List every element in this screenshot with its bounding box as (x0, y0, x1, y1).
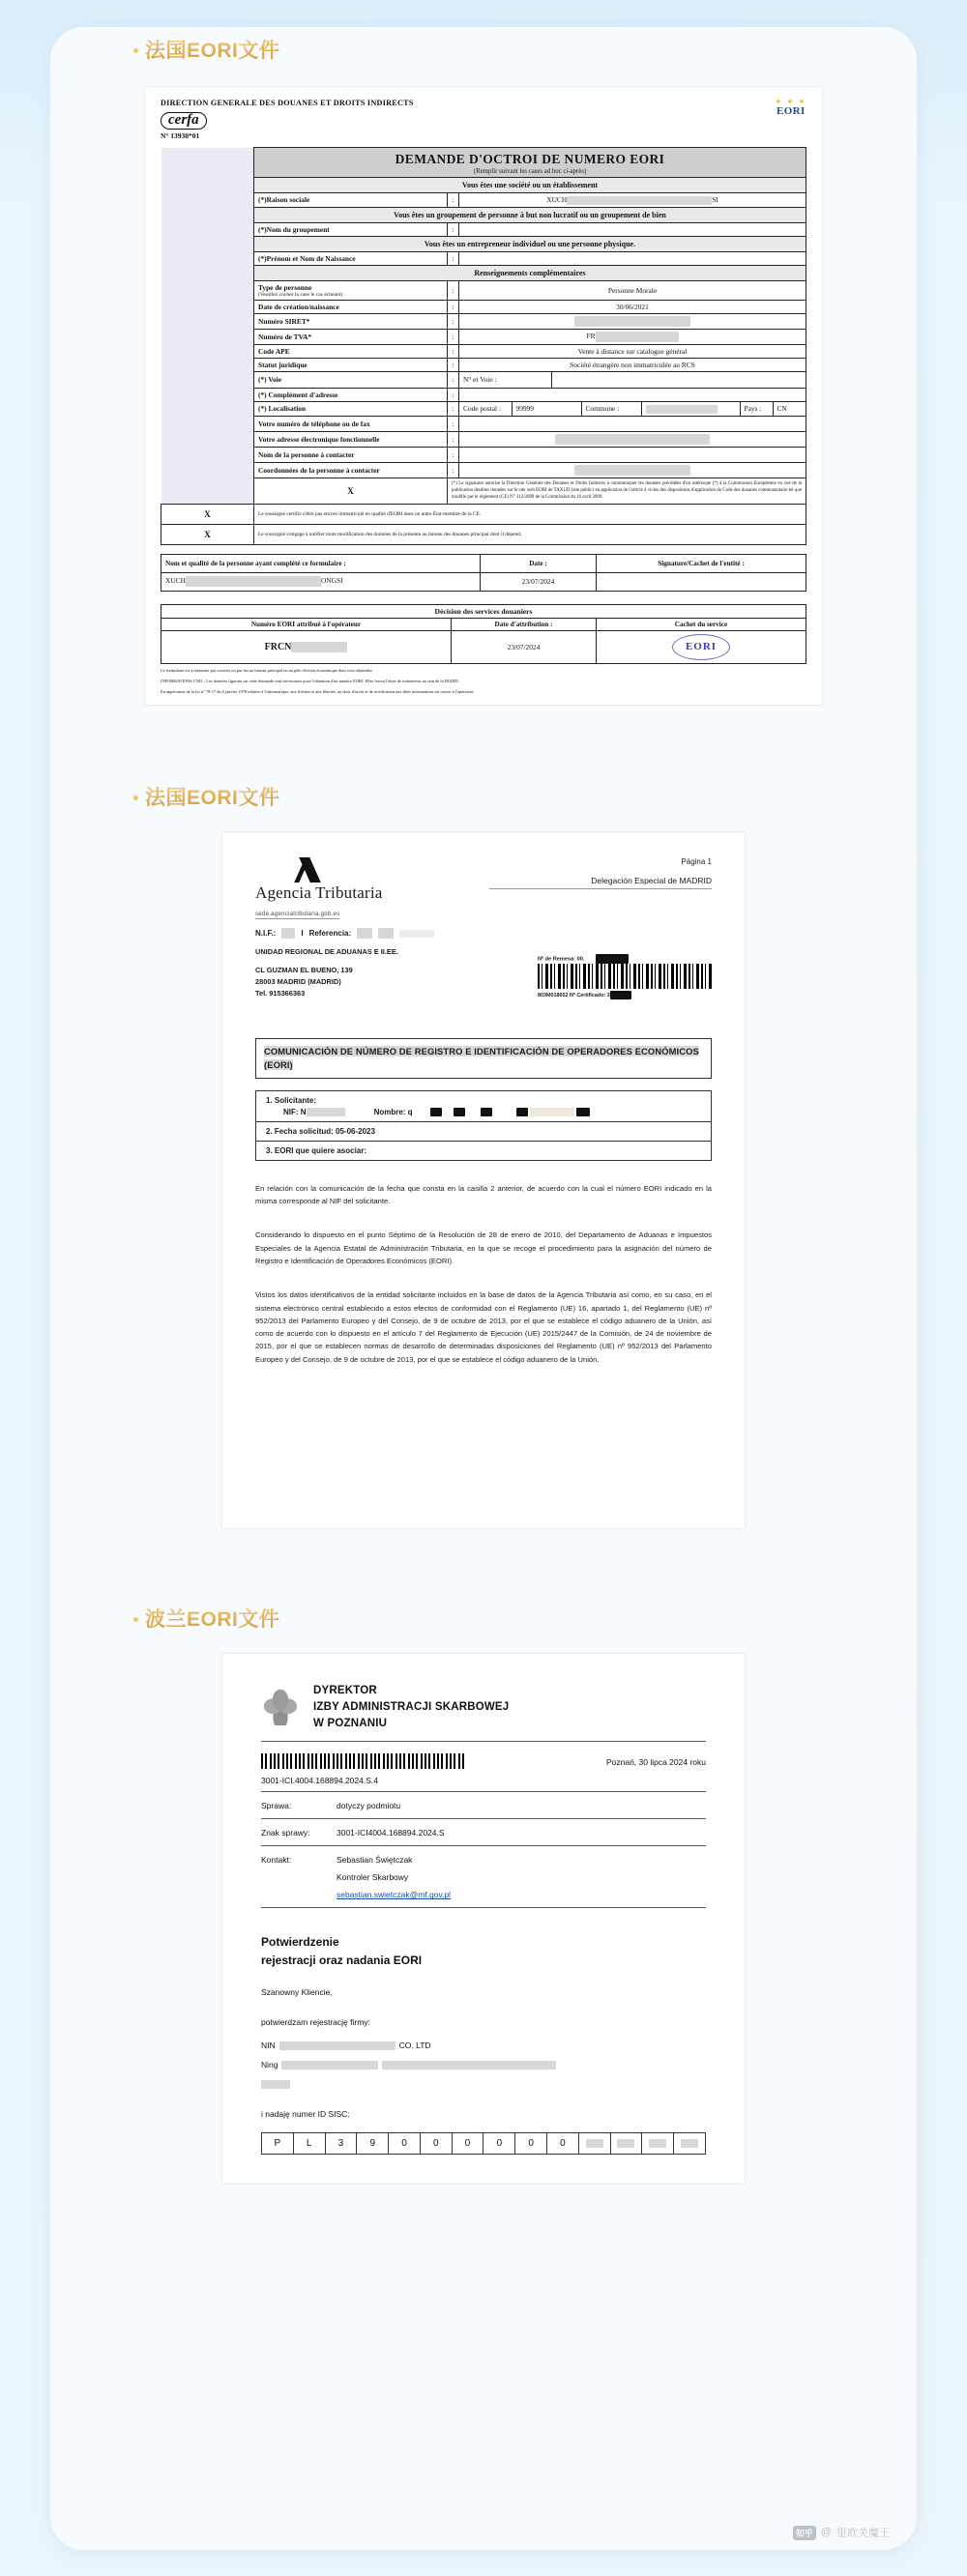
unit-name: UNIDAD REGIONAL DE ADUANAS E II.EE. (255, 947, 398, 957)
paragraph-2: Considerando lo dispuesto en el punto Séptimo de la Resolución de 28 de enero de 2010, del Departamento de Aduanas e Impuestos Especiales de la Agencia Estatal de Administración Tributaria, en la que se recoge el procedimiento para la asignación del número de Registro e Identificación de Operadores Económicos (EORI). (255, 1230, 712, 1266)
confirm-line: potwierdzam rejestrację firmy: (261, 2017, 370, 2028)
legal-text-1: (*) Le signataire autorise la Direction Générale des Douanes et Droits Indirects à communiquer les données précédées d'un astérisque (*) à la Commission Européenne en vue de la publication desdites données sur le site web EORI de TAXUD (site public) en application de l'article 4 vicies des dispositions d'application du Code des douanes communautaire tel que modifié par le règlement (CE) N° 312/2009 de la Commission du 16 avril 2009. (448, 478, 806, 504)
section-heading-france (133, 27, 917, 64)
row-colon: : (448, 313, 459, 329)
eori-stars-icon: ★ ★ ★ (775, 98, 806, 105)
row-value-type-personne: Personne Morale (459, 280, 806, 300)
sprawa-label: Sprawa: (261, 1801, 292, 1811)
email-value (459, 431, 806, 447)
address-line-3: Tel. 915366363 (255, 989, 306, 999)
authority-line-3: W POZNANIU (313, 1717, 388, 1729)
row-value-nom-groupement (459, 222, 806, 236)
row-label: (*)Nom du groupement (254, 222, 448, 236)
table-row (161, 313, 806, 329)
fecha-solicitud-row: 2. Fecha solicitud: 05-06-2023 (256, 1122, 711, 1142)
row-value-siret (459, 313, 806, 329)
sig-name-value: XUCH ONGSI (161, 572, 481, 591)
eori-logo-text: EORI (776, 105, 806, 117)
cerfa-logo: cerfa (161, 112, 207, 130)
document-heading (261, 1933, 706, 1969)
commune-value (641, 402, 740, 416)
table-row (161, 344, 806, 358)
nif-separator: l (301, 929, 304, 939)
doc-es-header-right (489, 857, 712, 920)
cp-label: Code postal : (459, 402, 512, 416)
row-label: Code APE (254, 344, 448, 358)
solicitante-row (256, 1091, 711, 1122)
row-colon: : (448, 416, 459, 431)
paragraph-3: Vistos los datos identificativos de la entidad solicitante incluidos en la base de datos de la Agencia Tributaria así como, en su caso, en el sistema electrónico central establecido a estos efectos de conformidad con el Reglamento (UE) 16, apartado 1, del Reglamento (UE) nº 952/2013 del Parlamento Europeo y del Consejo, de 9 de octubre de 2013, por el que se establece el código aduanero de la Unión, así como de acuerdo con lo dispuesto en el artículo 7 del Reglamento de Ejecución (UE) 2015/2447 de la Comisión, de 24 de noviembre de 2015, por el que se establecen normas de desarrollo de determinadas disposiciones del Reglamento (UE) nº 952/2013 del Parlamento Europeo y del Consejo, de 9 de octubre de 2013, por el que se establece el código aduanero de la Unión. (255, 1290, 712, 1364)
table-row (161, 329, 806, 344)
contact-name-label: Nom de la personne à contacter (254, 447, 448, 462)
authority-line-2: IZBY ADMINISTRACJI SKARBOWEJ (313, 1701, 510, 1714)
table-row (161, 401, 806, 416)
document-france-cerfa (145, 87, 822, 705)
commune-label: Commune : (581, 402, 641, 416)
sprawa-row (261, 1801, 706, 1810)
voie-input[interactable] (552, 371, 806, 388)
signature-table (161, 554, 806, 592)
eori-stamp-icon: EORI (672, 634, 730, 660)
table-row (161, 504, 806, 524)
contact-info-label: Coordonnées de la personne à contacter (254, 462, 448, 478)
bullet-dot-icon (133, 796, 138, 800)
row-label: (*)Raison sociale (254, 193, 448, 208)
row-colon: : (448, 222, 459, 236)
row-colon: : (448, 193, 459, 208)
row-label: Type de personne (Veuillez cocher la case le cas échéant) (254, 280, 448, 300)
doc-fr-header (161, 99, 806, 140)
band-company: Vous êtes une société ou un établissement (254, 178, 806, 193)
aeat-logo-icon (292, 857, 325, 883)
phone-input[interactable] (459, 416, 806, 431)
row-value-raison-sociale: XUCH SI (459, 193, 806, 208)
table-row (161, 416, 806, 431)
sisc-id-table (261, 2132, 706, 2155)
dgddi-title: DIRECTION GENERALE DES DOUANES ET DROITS INDIRECTS (161, 99, 414, 107)
company-line-2: Ning (261, 2058, 706, 2073)
sisc-cell: 0 (515, 2133, 547, 2154)
row-colon: : (448, 300, 459, 313)
decision-col-1: Numéro EORI attribué à l'opérateur (161, 618, 452, 630)
solicitante-box (255, 1090, 712, 1161)
page-number: Página 1 (681, 857, 712, 867)
document-poland-kas (222, 1654, 745, 2184)
delegation: Delegación Especial de MADRID (489, 876, 712, 889)
znak-row (261, 1828, 706, 1838)
sig-name-header: Nom et qualité de la personne ayant complété ce formulaire : (161, 554, 481, 572)
table-row (161, 193, 806, 208)
section-title: 法国EORI文件 (145, 35, 279, 64)
row-colon: : (448, 388, 459, 401)
watermark-at: @ (820, 2527, 832, 2538)
table-row (161, 251, 806, 265)
doc-es-header (255, 857, 712, 920)
sisc-cell: 0 (453, 2133, 484, 2154)
row-value-date-creation: 30/06/2021 (459, 300, 806, 313)
form-title: DEMANDE D'OCTROI DE NUMERO EORI (Remplir suivant les cases ad hoc ci-après) (254, 148, 806, 178)
address-line-2: 28003 MADRID (MADRID) (255, 976, 341, 986)
row-colon: : (448, 462, 459, 478)
band-extra: Renseignements complémentaires (254, 265, 806, 280)
sisc-cell: 0 (547, 2133, 579, 2154)
row-value-prenom-nom (459, 251, 806, 265)
agency-name: Agencia Tributaria (255, 883, 383, 903)
footnote-2: INFORMATIONS CNIL : Les données figurant sur cette demande sont nécessaires pour l'obtention d'un numéro EORI. Elles feront l'objet de traitements au sein de la DGDDI. (161, 678, 459, 683)
company-line-1: NIN CO. LTD (261, 2041, 431, 2051)
decision-date: 23/07/2024 (452, 630, 597, 663)
email-label: Votre adresse électronique fonctionnelle (254, 431, 448, 447)
voie-prefix: N° et Voie : (459, 371, 552, 388)
sisc-cell: 0 (484, 2133, 515, 2154)
section-heading-spain (133, 774, 917, 811)
table-row (161, 447, 806, 462)
decision-col-2: Date d'attribution : (452, 618, 597, 630)
sig-date-header: Date : (481, 554, 597, 572)
row-value-statut: Société étrangère non immatriculée au RCS (459, 358, 806, 371)
complement-input[interactable] (459, 388, 806, 401)
greeting: Szanowny Kliencie, (261, 1986, 333, 1997)
table-row (161, 300, 806, 313)
sisc-cell: 0 (421, 2133, 453, 2154)
sisc-cell-redacted (611, 2133, 643, 2154)
sig-date-value: 23/07/2024 (481, 572, 597, 591)
table-row (161, 478, 806, 504)
row-colon: : (448, 358, 459, 371)
pays-value: CN (777, 404, 787, 414)
table-row (161, 222, 806, 236)
footnote-3: En application de la loi n° 78-17 du 6 janvier 1978 relative à l'informatique, aux fichiers et aux libertés, un droit d'accès et de rectification aux dites informations est ouvert à l'opérateur. (161, 688, 475, 694)
remesa-label: Nº de Remesa: 00. (538, 954, 712, 964)
form-subtitle: (Remplir suivant les cases ad hoc ci-après) (473, 168, 587, 175)
document-spain-aeat (222, 832, 745, 1528)
znak-value: 3001-ICI4004.168894.2024.S (337, 1828, 445, 1838)
section-title: 法国EORI文件 (145, 782, 279, 811)
row-colon: : (448, 447, 459, 462)
city-date: Poznań, 30 lipca 2024 roku (605, 1757, 706, 1768)
left-margin-bar (161, 148, 254, 505)
solicitante-fields (266, 1108, 701, 1116)
sisc-cell: 3 (326, 2133, 358, 2154)
nif-sub: NIF: N (283, 1108, 345, 1116)
table-row (161, 371, 806, 388)
table-row (161, 462, 806, 478)
sig-stamp-header: Signature/Cachet de l'entité : (597, 554, 806, 572)
contact-name-input[interactable] (459, 447, 806, 462)
heading-line-2: rejestracji oraz nadania EORI (261, 1953, 423, 1967)
sisc-cell: 9 (357, 2133, 389, 2154)
sisc-intro: i nadaję numer ID SISC: (261, 2109, 350, 2120)
decision-col-3: Cachet du service (597, 618, 806, 630)
nif-reference-line (255, 928, 712, 939)
cerfa-number: N° 13930*01 (161, 131, 200, 140)
kontakt-role: Kontroler Skarbowy (337, 1872, 409, 1883)
aeat-branding (255, 857, 383, 920)
communication-title-box: COMUNICACIÓN DE NÚMERO DE REGISTRO E IDENTIFICACIÓN DE OPERADORES ECONÓMICOS (EORI) (255, 1038, 712, 1078)
row-colon: : (448, 344, 459, 358)
agency-url: sede.agenciatributaria.gob.es (255, 912, 340, 918)
zhihu-logo-icon: 知乎 (793, 2526, 816, 2540)
row-value-ape: Vente à distance sur catalogue général (459, 344, 806, 358)
authority-line-1: DYREKTOR (313, 1685, 377, 1697)
row-label: (*)Prénom et Nom de Naissance (254, 251, 448, 265)
voie-label: (*) Voie (254, 371, 448, 388)
barcode-block (538, 954, 712, 999)
nombre-sub: Nombre: q (374, 1108, 590, 1116)
polish-eagle-icon (261, 1683, 300, 1725)
address-line-1: CL GUZMAN EL BUENO, 139 (255, 965, 353, 974)
table-row (161, 280, 806, 300)
row-label: Numéro de TVA* (254, 329, 448, 344)
table-row (161, 524, 806, 544)
watermark-user: 里欧关魔王 (836, 2528, 890, 2539)
sisc-cell: P (262, 2133, 294, 2154)
localisation-label: (*) Localisation (254, 401, 448, 416)
kontakt-name: Sebastian Świętczak (337, 1855, 413, 1866)
legal-text-3: Le soussigné s'engage à notifier toute modification des données de la présente au bureau des douanes principal dont il dépend. (254, 524, 806, 544)
row-colon: : (448, 431, 459, 447)
company-line-3 (261, 2076, 706, 2092)
row-label: Statut juridique (254, 358, 448, 371)
solicitante-label: 1. Solicitante: (266, 1095, 317, 1105)
pays-label: Pays : (740, 402, 773, 416)
localisation-cells (459, 401, 806, 416)
row-label: Date de création/naissance (254, 300, 448, 313)
legal-text-2: Le soussigné certifie n'être pas encore immatriculé en qualité d'EORI dans un autre État-membre de la CE. (254, 504, 806, 524)
cerfa-main-table (161, 147, 806, 545)
contact-info-value (459, 462, 806, 478)
sprawa-value: dotyczy podmiotu (337, 1801, 401, 1811)
decision-eori-number: FRCN (161, 630, 452, 663)
nif-label: N.I.F.: (255, 929, 277, 939)
row-colon: : (448, 251, 459, 265)
bullet-dot-icon (133, 1617, 138, 1622)
authority-title (313, 1683, 509, 1731)
kontakt-row (261, 1855, 706, 1899)
phone-label: Votre numéro de téléphone ou de fax (254, 416, 448, 431)
checkbox-x-1[interactable]: X (254, 478, 448, 504)
watermark (793, 2525, 890, 2540)
case-signature: 3001-ICI.4004.168894.2024.S.4 (261, 1776, 378, 1786)
row-value-tva: FR (459, 329, 806, 344)
eori-asociar-row: 3. EORI que quiere asociar: (266, 1145, 367, 1155)
sisc-cell-redacted (642, 2133, 674, 2154)
kontakt-label: Kontakt: (261, 1855, 292, 1866)
band-individual: Vous êtes un entrepreneur individuel ou une personne physique. (254, 236, 806, 251)
certificado-label: 803M018652 Nº Certificado: 3 (538, 991, 712, 999)
unit-address-block (255, 946, 398, 999)
heading-line-1: Potwierdzenie (261, 1935, 339, 1950)
doc-pl-header (261, 1683, 706, 1731)
checkbox-x-3[interactable]: X (161, 524, 254, 544)
decision-stamp-cell (597, 630, 806, 663)
sisc-cell: L (294, 2133, 326, 2154)
table-row (161, 358, 806, 371)
complement-label: (*) Complément d'adresse (254, 388, 448, 401)
row-sublabel: (Veuillez cocher la case le cas échéant) (258, 291, 343, 298)
referencia-label: Referencia: (308, 929, 352, 939)
row-colon: : (448, 329, 459, 344)
table-row (161, 431, 806, 447)
row-label: Numéro SIRET* (254, 313, 448, 329)
section-heading-poland (133, 1596, 917, 1633)
table-row (161, 388, 806, 401)
content-card (50, 27, 917, 2550)
decision-table (161, 604, 806, 664)
sisc-cell-redacted (674, 2133, 705, 2154)
cp-value: 99999 (512, 402, 581, 416)
sisc-cell-redacted (579, 2133, 611, 2154)
section-title: 波兰EORI文件 (145, 1604, 279, 1633)
kontakt-email-link[interactable]: sebastian.swietczak@mf.gov.pl (337, 1890, 452, 1900)
sig-stamp-area (597, 572, 806, 591)
band-group: Vous êtes un groupement de personne à but non lucratif ou un groupement de bien (254, 207, 806, 222)
decision-title: Décision des services douaniers (161, 604, 806, 618)
paragraph-1: En relación con la comunicación de la fecha que consta en la casilla 2 anterior, de acuerdo con la cual el número EORI indicado en la misma corresponde al NIF del solicitante. (255, 1183, 712, 1206)
barcode-image (261, 1753, 464, 1769)
checkbox-x-2[interactable]: X (161, 504, 254, 524)
barcode-image (538, 964, 712, 989)
eori-logo (776, 99, 806, 117)
row-colon: : (448, 401, 459, 416)
sisc-cell: 0 (389, 2133, 421, 2154)
row-colon: : (448, 371, 459, 388)
row-colon: : (448, 280, 459, 300)
bullet-dot-icon (133, 48, 138, 53)
znak-label: Znak sprawy: (261, 1828, 310, 1838)
footnote-1: Le formulaire est à retourner par courrier ou par fax au bureau principal ou au pôle d'action économique dont vous dépendez. (161, 667, 373, 673)
